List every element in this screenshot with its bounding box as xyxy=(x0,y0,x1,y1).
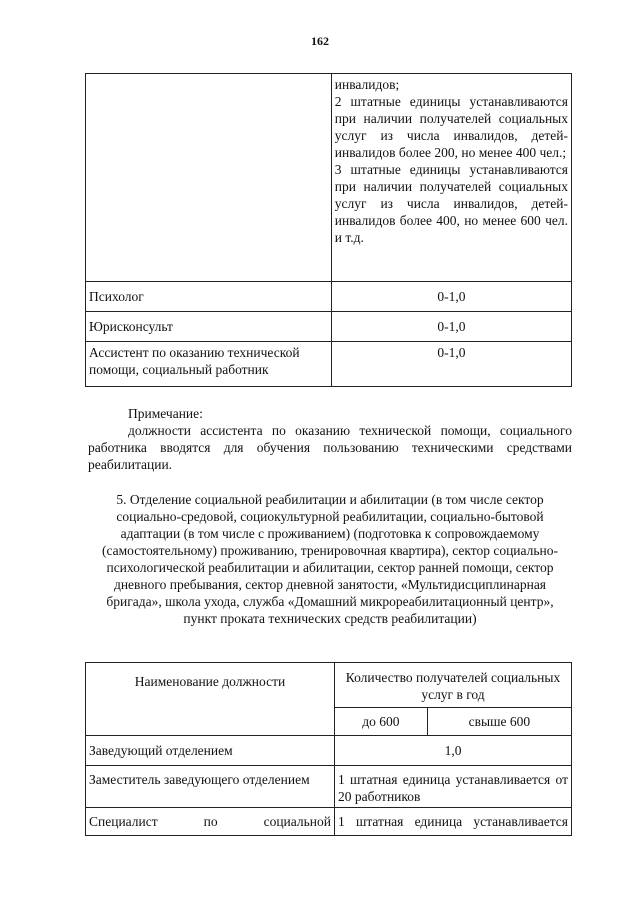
staffing-table-continued xyxy=(85,73,572,387)
position-value: 1,0 xyxy=(444,743,462,758)
position-name: Заместитель заведующего отделением xyxy=(89,772,310,787)
col-high-cell xyxy=(427,708,571,736)
header-quantity-cell xyxy=(335,663,572,708)
note-title: Примечание: xyxy=(128,406,203,421)
continuation-line-1: инвалидов; xyxy=(334,77,400,92)
staffing-table xyxy=(85,662,572,836)
table-header-row xyxy=(86,663,572,708)
table-row xyxy=(86,766,572,808)
note-text: должности ассистента по оказанию технической помощи, социального работника вводятся для обучения пользованию техническими средствами реабилитации. xyxy=(88,423,572,472)
value-cell xyxy=(335,808,572,836)
empty-cell xyxy=(86,74,332,282)
table-row xyxy=(86,312,572,342)
table-row xyxy=(86,282,572,312)
table-row xyxy=(86,342,572,387)
position-name: Заведующий отделением xyxy=(89,743,233,758)
header-quantity: Количество получателей социальных услуг в год xyxy=(345,670,561,702)
position-cell xyxy=(86,312,332,342)
position-value: 1 штатная единица устанавливается xyxy=(338,814,568,829)
position-value: 0-1,0 xyxy=(437,345,466,360)
header-position-cell xyxy=(86,663,335,736)
position-cell xyxy=(86,808,335,836)
value-cell xyxy=(335,766,572,808)
value-cell xyxy=(331,282,571,312)
table-row xyxy=(86,74,572,282)
col-low: до 600 xyxy=(362,714,400,729)
value-cell xyxy=(335,736,572,766)
continuation-line-2: 2 штатные единицы устанавливаются при наличии получателей социальных услуг из числа инвалидов, детей-инвалидов более 200, но менее 400 чел.; xyxy=(334,94,568,160)
position-cell xyxy=(86,766,335,808)
col-high: свыше 600 xyxy=(468,714,531,729)
value-cell xyxy=(331,342,571,387)
position-cell xyxy=(86,282,332,312)
position-cell xyxy=(86,342,332,387)
continuation-line-3: 3 штатные единицы устанавливаются при наличии получателей социальных услуг из числа инвалидов, детей-инвалидов более 400, но менее 600 чел. и т.д. xyxy=(334,162,568,245)
position-cell xyxy=(86,736,335,766)
table-row xyxy=(86,736,572,766)
note-block xyxy=(88,405,572,473)
col-low-cell xyxy=(335,708,428,736)
position-value: 1 штатная единица устанавливается от 20 работников xyxy=(338,772,568,804)
position-name: Психолог xyxy=(89,289,144,304)
page-number: 162 xyxy=(311,34,329,48)
position-name: Юрисконсульт xyxy=(89,319,173,334)
table-row xyxy=(86,808,572,836)
section-heading: 5. Отделение социальной реабилитации и абилитации (в том числе сектор социально-средовой, социокультурной реабилитации, социально-бытовой адаптации (в том числе с проживанием) (подготовка к сопровождаемому (самостоятельному) проживанию, тренировочная квартира), сектор социально-психологической реабилитации и абилитации, сектор ранней помощи, сектор дневного пребывания, сектор дневной занятости, «Мультидисциплинарная бригада», школа ухода, служба «Домашний микрореабилитационный центр», пункт проката технических средств реабилитации) xyxy=(101,492,559,626)
position-value: 0-1,0 xyxy=(437,319,466,334)
position-name: Специалист по социальной xyxy=(89,814,331,829)
continuation-cell xyxy=(331,74,571,282)
position-value: 0-1,0 xyxy=(437,289,466,304)
position-name: Ассистент по оказанию технической помощи, социальный работник xyxy=(89,345,300,377)
header-position: Наименование должности xyxy=(134,674,286,689)
value-cell xyxy=(331,312,571,342)
